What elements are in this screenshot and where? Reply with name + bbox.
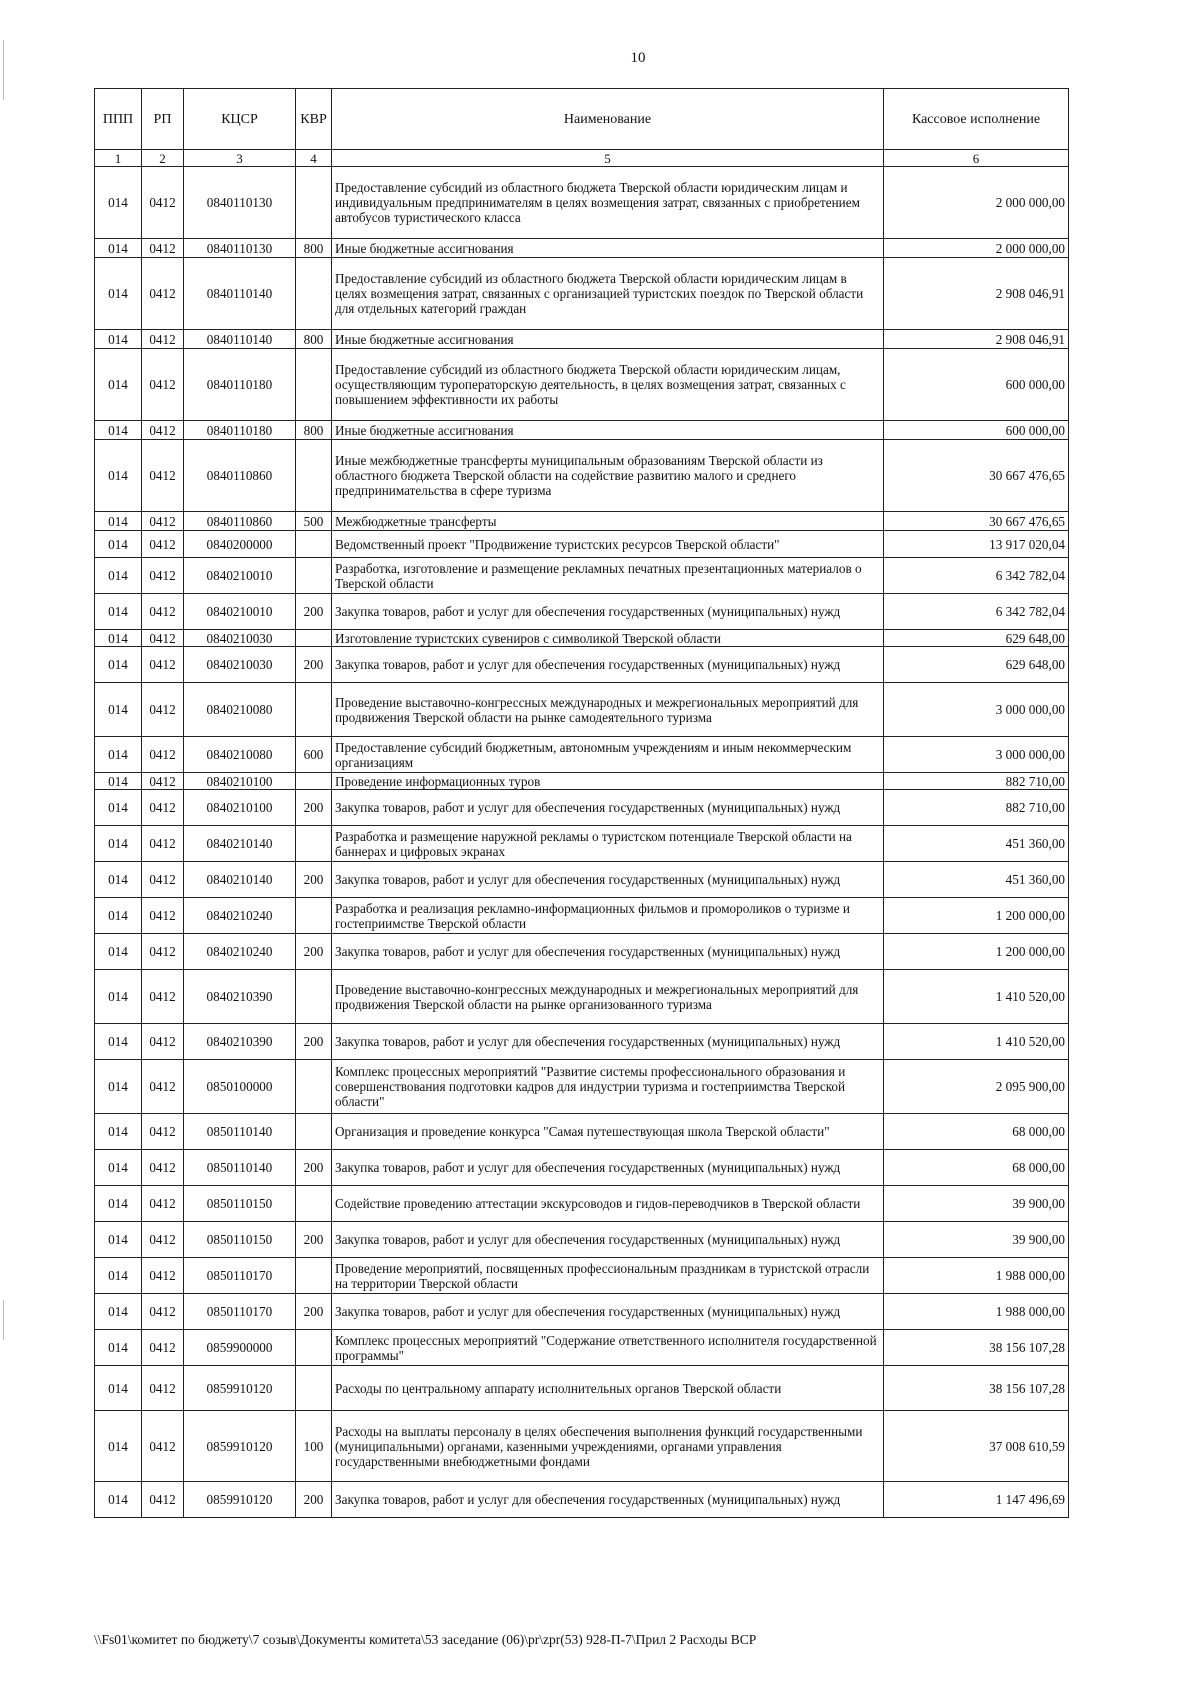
cell-rp: 0412	[142, 683, 184, 737]
cell-ppp: 014	[95, 790, 142, 826]
cell-amount: 629 648,00	[884, 647, 1069, 683]
cell-amount: 600 000,00	[884, 421, 1069, 440]
table-row	[95, 1222, 1069, 1258]
cell-kvr: 200	[296, 1024, 332, 1060]
cell-kcsr: 0850110140	[184, 1114, 296, 1150]
cell-kcsr: 0859910120	[184, 1366, 296, 1411]
cell-kcsr: 0840210140	[184, 862, 296, 898]
cell-amount: 68 000,00	[884, 1114, 1069, 1150]
cell-ppp: 014	[95, 440, 142, 512]
table-row	[95, 1114, 1069, 1150]
cell-kcsr: 0850110170	[184, 1258, 296, 1294]
cell-name: Предоставление субсидий из областного бюджета Тверской области юридическим лицам и индивидуальным предпринимателям в целях возмещения затрат, связанных с приобретением автобусов туристического класса	[332, 167, 884, 239]
cell-kvr: 200	[296, 594, 332, 630]
cell-name: Ведомственный проект "Продвижение туристских ресурсов Тверской области"	[332, 531, 884, 558]
cell-kcsr: 0840110130	[184, 167, 296, 239]
cell-ppp: 014	[95, 683, 142, 737]
cell-kcsr: 0840210030	[184, 630, 296, 647]
cell-rp: 0412	[142, 1258, 184, 1294]
cell-rp: 0412	[142, 512, 184, 531]
cell-name: Комплекс процессных мероприятий "Содержание ответственного исполнителя государственной программы"	[332, 1330, 884, 1366]
cell-amount: 13 917 020,04	[884, 531, 1069, 558]
cell-amount: 38 156 107,28	[884, 1330, 1069, 1366]
cell-ppp: 014	[95, 1186, 142, 1222]
table-row	[95, 1024, 1069, 1060]
cell-rp: 0412	[142, 934, 184, 970]
table-row	[95, 558, 1069, 594]
table-row	[95, 683, 1069, 737]
cell-amount: 3 000 000,00	[884, 737, 1069, 773]
cell-kcsr: 0840110860	[184, 512, 296, 531]
table-row	[95, 737, 1069, 773]
column-number: 2	[142, 150, 184, 167]
table-row	[95, 421, 1069, 440]
scan-edge-mark	[3, 40, 4, 100]
cell-kcsr: 0840210390	[184, 970, 296, 1024]
cell-kcsr: 0840210030	[184, 647, 296, 683]
cell-ppp: 014	[95, 421, 142, 440]
table-row	[95, 1366, 1069, 1411]
cell-rp: 0412	[142, 1060, 184, 1114]
cell-amount: 37 008 610,59	[884, 1411, 1069, 1482]
cell-ppp: 014	[95, 531, 142, 558]
cell-kcsr: 0840110140	[184, 258, 296, 330]
cell-kcsr: 0850110140	[184, 1150, 296, 1186]
cell-name: Расходы на выплаты персоналу в целях обеспечения выполнения функций государственными (муниципальными) органами, казенными учреждениями, органами управления государственными внебюджетными фондами	[332, 1411, 884, 1482]
table-row	[95, 258, 1069, 330]
cell-kvr	[296, 773, 332, 790]
cell-rp: 0412	[142, 773, 184, 790]
cell-rp: 0412	[142, 790, 184, 826]
cell-ppp: 014	[95, 862, 142, 898]
cell-amount: 1 147 496,69	[884, 1482, 1069, 1518]
cell-amount: 2 000 000,00	[884, 167, 1069, 239]
cell-kcsr: 0840110140	[184, 330, 296, 349]
cell-kvr: 500	[296, 512, 332, 531]
cell-kcsr: 0840210100	[184, 773, 296, 790]
cell-kcsr: 0840210100	[184, 790, 296, 826]
cell-ppp: 014	[95, 594, 142, 630]
table-row	[95, 349, 1069, 421]
cell-ppp: 014	[95, 239, 142, 258]
cell-kvr	[296, 1114, 332, 1150]
cell-rp: 0412	[142, 421, 184, 440]
cell-ppp: 014	[95, 1366, 142, 1411]
cell-ppp: 014	[95, 1411, 142, 1482]
cell-amount: 2 908 046,91	[884, 258, 1069, 330]
cell-name: Проведение выставочно-конгрессных международных и межрегиональных мероприятий для продвижения Тверской области на рынке самодеятельного туризма	[332, 683, 884, 737]
cell-ppp: 014	[95, 737, 142, 773]
cell-amount: 1 410 520,00	[884, 1024, 1069, 1060]
cell-amount: 39 900,00	[884, 1222, 1069, 1258]
cell-rp: 0412	[142, 440, 184, 512]
cell-kvr	[296, 1330, 332, 1366]
cell-amount: 2 000 000,00	[884, 239, 1069, 258]
cell-kcsr: 0840210010	[184, 594, 296, 630]
cell-ppp: 014	[95, 512, 142, 531]
cell-kvr	[296, 630, 332, 647]
cell-kvr	[296, 1366, 332, 1411]
cell-name: Комплекс процессных мероприятий "Развитие системы профессионального образования и совершенствования подготовки кадров для индустрии туризма и гостеприимства Тверской области"	[332, 1060, 884, 1114]
cell-name: Закупка товаров, работ и услуг для обеспечения государственных (муниципальных) нужд	[332, 934, 884, 970]
cell-name: Содействие проведению аттестации экскурсоводов и гидов-переводчиков в Тверской области	[332, 1186, 884, 1222]
cell-kvr	[296, 898, 332, 934]
cell-rp: 0412	[142, 1294, 184, 1330]
cell-name: Закупка товаров, работ и услуг для обеспечения государственных (муниципальных) нужд	[332, 594, 884, 630]
cell-name: Закупка товаров, работ и услуг для обеспечения государственных (муниципальных) нужд	[332, 862, 884, 898]
cell-amount: 451 360,00	[884, 862, 1069, 898]
cell-amount: 68 000,00	[884, 1150, 1069, 1186]
cell-kvr: 200	[296, 1482, 332, 1518]
cell-ppp: 014	[95, 258, 142, 330]
cell-amount: 1 200 000,00	[884, 898, 1069, 934]
cell-rp: 0412	[142, 239, 184, 258]
cell-rp: 0412	[142, 594, 184, 630]
cell-amount: 2 095 900,00	[884, 1060, 1069, 1114]
cell-amount: 629 648,00	[884, 630, 1069, 647]
file-path-footer: \\Fs01\комитет по бюджету\7 созыв\Документы комитета\53 заседание (06)\pr\zpr(53) 928-П-7\Прил 2 Расходы ВСР	[94, 1632, 757, 1647]
cell-kvr	[296, 440, 332, 512]
table-row	[95, 862, 1069, 898]
cell-rp: 0412	[142, 167, 184, 239]
cell-kvr: 200	[296, 934, 332, 970]
cell-kcsr: 0859900000	[184, 1330, 296, 1366]
cell-name: Изготовление туристских сувениров с символикой Тверской области	[332, 630, 884, 647]
cell-ppp: 014	[95, 826, 142, 862]
cell-kvr	[296, 970, 332, 1024]
table-row	[95, 1060, 1069, 1114]
cell-rp: 0412	[142, 1150, 184, 1186]
cell-name: Проведение информационных туров	[332, 773, 884, 790]
cell-kcsr: 0859910120	[184, 1411, 296, 1482]
page-number: 10	[630, 50, 646, 66]
cell-kvr: 800	[296, 330, 332, 349]
cell-ppp: 014	[95, 1294, 142, 1330]
cell-name: Иные бюджетные ассигнования	[332, 330, 884, 349]
cell-amount: 1 410 520,00	[884, 970, 1069, 1024]
table-row	[95, 167, 1069, 239]
cell-kcsr: 0840210080	[184, 737, 296, 773]
cell-rp: 0412	[142, 898, 184, 934]
cell-name: Иные бюджетные ассигнования	[332, 239, 884, 258]
cell-kvr	[296, 683, 332, 737]
cell-ppp: 014	[95, 558, 142, 594]
cell-name: Иные межбюджетные трансферты муниципальным образованиям Тверской области из областного бюджета Тверской области на содействие развитию малого и среднего предпринимательства в сфере туризма	[332, 440, 884, 512]
cell-ppp: 014	[95, 349, 142, 421]
cell-ppp: 014	[95, 330, 142, 349]
column-number: 1	[95, 150, 142, 167]
header-kvr: КВР	[296, 89, 332, 150]
cell-rp: 0412	[142, 1366, 184, 1411]
cell-name: Проведение мероприятий, посвященных профессиональным праздникам в туристской отрасли на территории Тверской области	[332, 1258, 884, 1294]
cell-rp: 0412	[142, 737, 184, 773]
table-row	[95, 512, 1069, 531]
cell-name: Закупка товаров, работ и услуг для обеспечения государственных (муниципальных) нужд	[332, 1294, 884, 1330]
cell-ppp: 014	[95, 1258, 142, 1294]
cell-rp: 0412	[142, 630, 184, 647]
column-number: 3	[184, 150, 296, 167]
table-row	[95, 647, 1069, 683]
table-row	[95, 1186, 1069, 1222]
cell-rp: 0412	[142, 558, 184, 594]
header-ppp: ППП	[95, 89, 142, 150]
table-row	[95, 330, 1069, 349]
cell-ppp: 014	[95, 934, 142, 970]
cell-amount: 1 988 000,00	[884, 1258, 1069, 1294]
cell-kcsr: 0850110150	[184, 1186, 296, 1222]
cell-amount: 6 342 782,04	[884, 558, 1069, 594]
table-row	[95, 630, 1069, 647]
cell-kvr: 800	[296, 421, 332, 440]
table-row	[95, 773, 1069, 790]
cell-name: Разработка, изготовление и размещение рекламных печатных презентационных материалов о Тверской области	[332, 558, 884, 594]
cell-name: Разработка и реализация рекламно-информационных фильмов и промороликов о туризме и гостеприимстве Тверской области	[332, 898, 884, 934]
cell-rp: 0412	[142, 258, 184, 330]
cell-rp: 0412	[142, 1222, 184, 1258]
cell-kvr	[296, 167, 332, 239]
cell-rp: 0412	[142, 970, 184, 1024]
cell-name: Закупка товаров, работ и услуг для обеспечения государственных (муниципальных) нужд	[332, 1150, 884, 1186]
cell-amount: 1 988 000,00	[884, 1294, 1069, 1330]
cell-ppp: 014	[95, 1482, 142, 1518]
cell-rp: 0412	[142, 1411, 184, 1482]
cell-kcsr: 0840200000	[184, 531, 296, 558]
cell-kvr	[296, 1186, 332, 1222]
table-row	[95, 1294, 1069, 1330]
cell-ppp: 014	[95, 167, 142, 239]
cell-kcsr: 0840210010	[184, 558, 296, 594]
cell-name: Закупка товаров, работ и услуг для обеспечения государственных (муниципальных) нужд	[332, 647, 884, 683]
cell-kvr	[296, 531, 332, 558]
cell-ppp: 014	[95, 630, 142, 647]
cell-kcsr: 0850100000	[184, 1060, 296, 1114]
cell-kvr: 200	[296, 1294, 332, 1330]
cell-kvr	[296, 1060, 332, 1114]
table-row	[95, 898, 1069, 934]
cell-kvr	[296, 258, 332, 330]
cell-kvr	[296, 1258, 332, 1294]
cell-name: Расходы по центральному аппарату исполнительных органов Тверской области	[332, 1366, 884, 1411]
cell-ppp: 014	[95, 1150, 142, 1186]
cell-kvr: 200	[296, 790, 332, 826]
table-row	[95, 826, 1069, 862]
cell-kcsr: 0840110180	[184, 349, 296, 421]
cell-ppp: 014	[95, 773, 142, 790]
cell-ppp: 014	[95, 1222, 142, 1258]
table-row	[95, 1482, 1069, 1518]
cell-kcsr: 0850110170	[184, 1294, 296, 1330]
cell-rp: 0412	[142, 826, 184, 862]
column-number-row	[95, 150, 1069, 167]
column-number: 5	[332, 150, 884, 167]
cell-kcsr: 0859910120	[184, 1482, 296, 1518]
column-number: 6	[884, 150, 1069, 167]
cell-kvr: 200	[296, 647, 332, 683]
cell-kcsr: 0840110180	[184, 421, 296, 440]
cell-amount: 882 710,00	[884, 773, 1069, 790]
table-row	[95, 440, 1069, 512]
cell-kvr	[296, 558, 332, 594]
cell-kcsr: 0840210140	[184, 826, 296, 862]
cell-name: Предоставление субсидий из областного бюджета Тверской области юридическим лицам в целях возмещения затрат, связанных с организацией туристских поездок по Тверской области для отдельных категорий граждан	[332, 258, 884, 330]
cell-kvr	[296, 349, 332, 421]
budget-table	[94, 88, 1069, 1518]
cell-kcsr: 0840110130	[184, 239, 296, 258]
cell-name: Предоставление субсидий из областного бюджета Тверской области юридическим лицам, осуществляющим туроператорскую деятельность, в целях возмещения затрат, связанных с повышением эффективности их работы	[332, 349, 884, 421]
cell-amount: 451 360,00	[884, 826, 1069, 862]
cell-rp: 0412	[142, 647, 184, 683]
cell-ppp: 014	[95, 898, 142, 934]
cell-kcsr: 0850110150	[184, 1222, 296, 1258]
cell-name: Предоставление субсидий бюджетным, автономным учреждениям и иным некоммерческим организациям	[332, 737, 884, 773]
cell-rp: 0412	[142, 1330, 184, 1366]
cell-name: Организация и проведение конкурса "Самая путешествующая школа Тверской области"	[332, 1114, 884, 1150]
cell-rp: 0412	[142, 349, 184, 421]
header-row	[95, 89, 1069, 150]
cell-name: Разработка и размещение наружной рекламы о туристском потенциале Тверской области на баннерах и цифровых экранах	[332, 826, 884, 862]
cell-kvr: 800	[296, 239, 332, 258]
table-row	[95, 1150, 1069, 1186]
table-row	[95, 790, 1069, 826]
cell-amount: 30 667 476,65	[884, 440, 1069, 512]
cell-rp: 0412	[142, 862, 184, 898]
table-row	[95, 1330, 1069, 1366]
scan-edge-mark	[3, 1300, 4, 1340]
cell-rp: 0412	[142, 1114, 184, 1150]
cell-name: Проведение выставочно-конгрессных международных и межрегиональных мероприятий для продвижения Тверской области на рынке организованного туризма	[332, 970, 884, 1024]
cell-kcsr: 0840110860	[184, 440, 296, 512]
cell-ppp: 014	[95, 647, 142, 683]
cell-kcsr: 0840210080	[184, 683, 296, 737]
cell-amount: 30 667 476,65	[884, 512, 1069, 531]
cell-rp: 0412	[142, 330, 184, 349]
table-row	[95, 1411, 1069, 1482]
cell-rp: 0412	[142, 1482, 184, 1518]
table-row	[95, 594, 1069, 630]
table-row	[95, 970, 1069, 1024]
cell-name: Закупка товаров, работ и услуг для обеспечения государственных (муниципальных) нужд	[332, 1222, 884, 1258]
cell-ppp: 014	[95, 970, 142, 1024]
cell-amount: 39 900,00	[884, 1186, 1069, 1222]
cell-ppp: 014	[95, 1024, 142, 1060]
cell-name: Закупка товаров, работ и услуг для обеспечения государственных (муниципальных) нужд	[332, 790, 884, 826]
cell-name: Закупка товаров, работ и услуг для обеспечения государственных (муниципальных) нужд	[332, 1024, 884, 1060]
cell-kcsr: 0840210390	[184, 1024, 296, 1060]
cell-kvr: 200	[296, 1222, 332, 1258]
cell-kvr	[296, 826, 332, 862]
header-kcsr: КЦСР	[184, 89, 296, 150]
cell-amount: 600 000,00	[884, 349, 1069, 421]
header-amount: Кассовое исполнение	[884, 89, 1069, 150]
cell-amount: 1 200 000,00	[884, 934, 1069, 970]
table-row	[95, 934, 1069, 970]
cell-amount: 882 710,00	[884, 790, 1069, 826]
cell-amount: 3 000 000,00	[884, 683, 1069, 737]
cell-rp: 0412	[142, 531, 184, 558]
table-row	[95, 239, 1069, 258]
cell-kcsr: 0840210240	[184, 934, 296, 970]
cell-amount: 6 342 782,04	[884, 594, 1069, 630]
cell-name: Иные бюджетные ассигнования	[332, 421, 884, 440]
cell-kvr: 200	[296, 862, 332, 898]
cell-ppp: 014	[95, 1330, 142, 1366]
header-rp: РП	[142, 89, 184, 150]
column-number: 4	[296, 150, 332, 167]
cell-ppp: 014	[95, 1060, 142, 1114]
cell-kcsr: 0840210240	[184, 898, 296, 934]
cell-name: Межбюджетные трансферты	[332, 512, 884, 531]
table-row	[95, 531, 1069, 558]
cell-kvr: 600	[296, 737, 332, 773]
cell-amount: 2 908 046,91	[884, 330, 1069, 349]
table-body	[95, 167, 1069, 1518]
header-name: Наименование	[332, 89, 884, 150]
cell-rp: 0412	[142, 1024, 184, 1060]
cell-kvr: 200	[296, 1150, 332, 1186]
cell-amount: 38 156 107,28	[884, 1366, 1069, 1411]
cell-rp: 0412	[142, 1186, 184, 1222]
table-row	[95, 1258, 1069, 1294]
cell-kvr: 100	[296, 1411, 332, 1482]
cell-ppp: 014	[95, 1114, 142, 1150]
cell-name: Закупка товаров, работ и услуг для обеспечения государственных (муниципальных) нужд	[332, 1482, 884, 1518]
